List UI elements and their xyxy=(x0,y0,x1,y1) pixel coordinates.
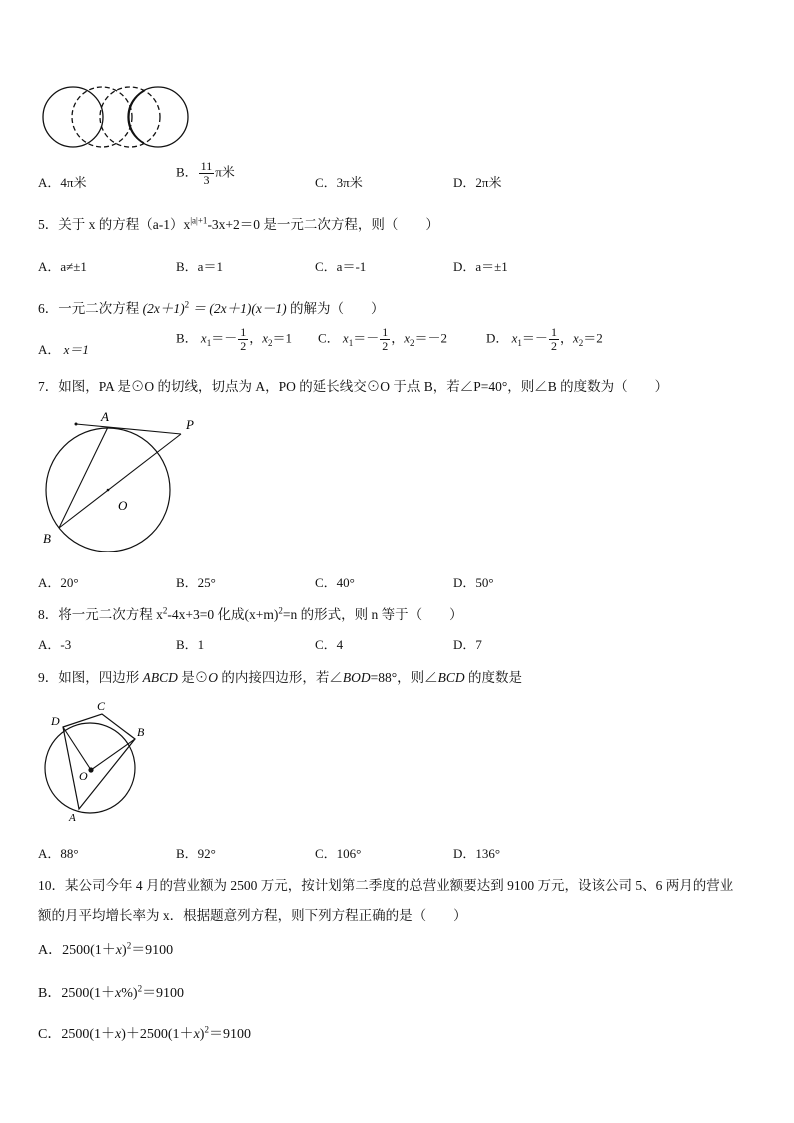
label-p: P xyxy=(186,417,194,432)
expr-pre: 2500(1＋ xyxy=(61,1027,116,1042)
q9-stem-mid1: 是⊙ xyxy=(177,670,209,685)
eq-2: ＝－2 xyxy=(414,330,448,346)
option-letter: D． xyxy=(453,846,476,861)
option-value: a≠±1 xyxy=(60,259,87,274)
var-x1: x xyxy=(200,330,207,346)
option-letter: B． xyxy=(176,164,198,180)
var-x: x xyxy=(115,1027,122,1042)
fraction xyxy=(199,160,215,187)
q6-stem-pre: 6．一元二次方程 xyxy=(38,301,140,316)
q5-option-d[interactable] xyxy=(453,256,508,275)
q8-option-b[interactable] xyxy=(176,634,204,653)
circle-1 xyxy=(43,87,103,147)
q9-angle-bod: BOD xyxy=(342,670,371,685)
q6-stem xyxy=(38,297,384,317)
option-letter: C． xyxy=(318,330,340,346)
expr-end: ＝9100 xyxy=(208,1027,251,1042)
square: 2 xyxy=(204,1024,209,1035)
q8-stem-mid: -4x+3=0 化成(x+m) xyxy=(167,607,279,622)
sub-1: 1 xyxy=(348,338,354,349)
eq-2: ＝2 xyxy=(583,330,603,346)
option-letter: D． xyxy=(453,259,476,274)
eq-2: ＝1 xyxy=(272,330,293,346)
quadrilateral-abcd xyxy=(63,714,135,809)
q10-stem-line-1: 10．某公司今年 4 月的营业额为 2500 万元，按计划第二季度的总营业额要达到 9100 万元，设该公司 5、6 两月的营业 xyxy=(38,878,734,893)
option-letter: B． xyxy=(176,637,198,652)
q9-option-d[interactable] xyxy=(453,843,500,862)
option-value: 92° xyxy=(197,846,216,861)
option-letter: C． xyxy=(315,259,337,274)
endpoint-dot xyxy=(75,423,78,426)
eq-1: ＝－ xyxy=(353,330,380,346)
option-letter: A． xyxy=(38,637,61,652)
option-value: 88° xyxy=(60,846,79,861)
eq-1: ＝－ xyxy=(211,330,238,346)
var-x-2: x xyxy=(193,1027,200,1042)
tangent-line-pa xyxy=(76,424,181,434)
option-letter: A． xyxy=(38,342,61,357)
option-letter: A． xyxy=(38,575,61,590)
option-value: 4 xyxy=(336,637,344,652)
q5-stem xyxy=(38,213,439,233)
q5-option-a[interactable] xyxy=(38,256,87,275)
q6-stem-post: 的解为（ ） xyxy=(289,301,385,316)
q10-option-b[interactable] xyxy=(38,982,184,1002)
q8-stem-post: =n 的形式，则 n 等于（ ） xyxy=(282,607,463,622)
q7-stem: 7．如图，PA 是⊙O 的切线，切点为 A，PO 的延长线交⊙O 于点 B，若∠P=40°，则∠B 的度数为（ ） xyxy=(38,379,669,394)
q8-stem xyxy=(38,603,463,623)
option-letter: C． xyxy=(38,1027,62,1042)
label-d: D xyxy=(51,714,60,728)
separator: ， xyxy=(249,330,263,346)
option-value: 106° xyxy=(336,846,362,861)
option-letter: C． xyxy=(315,846,337,861)
q9-option-b[interactable] xyxy=(176,843,216,862)
chord-ab xyxy=(59,427,108,528)
segment-ob xyxy=(91,739,135,770)
separator: ， xyxy=(559,330,573,346)
option-letter: B． xyxy=(176,575,198,590)
option-letter: C． xyxy=(315,637,337,652)
fraction-denominator: 2 xyxy=(240,339,247,353)
q4-option-a[interactable] xyxy=(38,172,86,191)
option-letter: C． xyxy=(315,575,337,590)
inscribed-quadrilateral-figure xyxy=(42,698,157,824)
q8-square-1: 2 xyxy=(162,605,168,616)
q6-option-d[interactable] xyxy=(486,326,603,353)
q5-stem-post: -3x+2＝0 是一元二次方程，则（ ） xyxy=(207,217,439,232)
label-a: A xyxy=(101,412,109,424)
option-value: 40° xyxy=(336,575,355,590)
expr-post: %) xyxy=(121,986,138,1001)
q5-option-b[interactable] xyxy=(176,256,223,275)
option-value: 50° xyxy=(475,575,494,590)
option-letter: B． xyxy=(176,846,198,861)
circles-figure xyxy=(36,84,194,150)
expr-post: ) xyxy=(199,1027,205,1042)
expr-pre: 2500(1＋ xyxy=(61,986,116,1001)
option-value: 20° xyxy=(60,575,79,590)
separator: ， xyxy=(391,330,405,346)
q9-option-a[interactable] xyxy=(38,843,79,862)
option-value: 4π米 xyxy=(60,175,87,190)
q5-stem-pre: 5．关于 x 的方程（a-1）x xyxy=(38,217,191,232)
secant-pb xyxy=(59,434,181,528)
expr-end: ＝9100 xyxy=(142,986,185,1001)
q9-center-name: O xyxy=(208,670,218,685)
q9-quad-name: ABCD xyxy=(142,670,178,685)
label-a: A xyxy=(69,812,76,824)
q9-stem-pre: 9．如图，四边形 xyxy=(38,670,143,685)
square: 2 xyxy=(126,940,132,951)
q6-option-c[interactable] xyxy=(318,326,447,353)
eq-1: ＝－ xyxy=(521,330,548,346)
sub-1: 1 xyxy=(517,338,522,349)
q6-square: 2 xyxy=(184,299,190,310)
sub-2: 2 xyxy=(268,338,273,349)
option-letter: A． xyxy=(38,259,61,274)
label-o: O xyxy=(118,498,128,513)
var-x2: x xyxy=(572,330,579,346)
q8-option-d[interactable] xyxy=(453,634,482,653)
option-letter: D． xyxy=(453,637,476,652)
option-letter: B． xyxy=(38,986,62,1001)
q9-stem-post: 的度数是 xyxy=(464,670,523,685)
option-letter: D． xyxy=(486,330,509,346)
option-value: 1 xyxy=(197,637,205,652)
option-letter: D． xyxy=(453,575,476,590)
tangent-circle-figure xyxy=(36,412,206,552)
q8-option-c[interactable] xyxy=(315,634,343,653)
option-letter: A． xyxy=(38,846,61,861)
option-letter: A． xyxy=(38,175,61,190)
q5-exponent: |a|+1 xyxy=(190,215,208,226)
q7-option-a[interactable] xyxy=(38,572,79,591)
sub-2: 2 xyxy=(578,338,584,349)
expr-end: ＝9100 xyxy=(131,943,174,958)
var-x1: x xyxy=(342,330,349,346)
option-value: 3π米 xyxy=(336,175,363,190)
q8-square-2: 2 xyxy=(278,605,283,616)
circle-4-left-arc xyxy=(129,91,144,143)
q9-stem-mid2: 的内接四边形，若∠ xyxy=(218,670,343,685)
q5-option-c[interactable] xyxy=(315,256,366,275)
expr-mid: )＋2500(1＋ xyxy=(121,1027,194,1042)
q6-eq-right: ＝ (2x＋1)(x－1) xyxy=(189,301,287,316)
square: 2 xyxy=(137,983,143,994)
q10-stem-line-2: 额的月平均增长率为 x．根据题意列方程，则下列方程正确的是（ ） xyxy=(38,908,467,923)
fraction-numerator: 1 xyxy=(382,325,389,339)
var-x1: x xyxy=(511,330,518,346)
option-letter: A． xyxy=(38,943,63,958)
sub-2: 2 xyxy=(410,338,415,349)
fraction-numerator: 1 xyxy=(240,325,247,339)
option-value: 136° xyxy=(475,846,501,861)
fraction-denominator: 2 xyxy=(550,339,557,353)
var-x2: x xyxy=(262,330,269,346)
q9-stem-mid3: =88°，则∠ xyxy=(370,670,438,685)
q7-option-c[interactable] xyxy=(315,572,355,591)
fraction xyxy=(549,326,559,353)
option-value: 25° xyxy=(197,575,216,590)
option-letter: B． xyxy=(176,259,198,274)
center-dot xyxy=(107,489,110,492)
fraction-numerator: 1 xyxy=(550,325,557,339)
option-letter: B． xyxy=(176,330,198,346)
sub-1: 1 xyxy=(206,338,212,349)
circle-3 xyxy=(100,87,160,147)
option-value: 7 xyxy=(475,637,482,652)
option-suffix: π米 xyxy=(215,164,235,180)
q8-stem-pre: 8．将一元二次方程 x xyxy=(38,607,163,622)
expr-pre: 2500(1＋ xyxy=(62,943,116,958)
option-letter: C． xyxy=(315,175,337,190)
option-value: 2π米 xyxy=(475,175,502,190)
option-value: x＝1 xyxy=(63,342,89,357)
expr-post: ) xyxy=(122,943,127,958)
q6-option-a[interactable] xyxy=(38,339,89,358)
q9-option-c[interactable] xyxy=(315,843,361,862)
fraction-denominator: 2 xyxy=(382,339,389,353)
q9-stem xyxy=(38,666,522,686)
q4-option-d[interactable] xyxy=(453,172,501,191)
fraction-denominator: 3 xyxy=(203,173,210,187)
q8-option-a[interactable] xyxy=(38,634,71,653)
center-dot xyxy=(88,767,93,772)
fraction-numerator: 11 xyxy=(200,159,213,173)
var-x: x xyxy=(115,943,123,958)
label-b: B xyxy=(137,725,145,739)
var-x: x xyxy=(115,986,122,1001)
option-letter: D． xyxy=(453,175,476,190)
q9-angle-bcd: BCD xyxy=(437,670,465,685)
label-o: O xyxy=(79,769,88,783)
option-value: -3 xyxy=(60,637,72,652)
q4-option-c[interactable] xyxy=(315,172,363,191)
q6-option-b[interactable] xyxy=(176,326,292,353)
label-b: B xyxy=(43,531,51,546)
circle-2 xyxy=(72,87,132,147)
q10-option-c[interactable] xyxy=(38,1023,251,1043)
fraction xyxy=(380,326,390,353)
q10-option-a[interactable] xyxy=(38,939,173,959)
q4-option-b[interactable] xyxy=(176,160,235,187)
q7-option-d[interactable] xyxy=(453,572,494,591)
fraction xyxy=(238,326,248,353)
q7-option-b[interactable] xyxy=(176,572,216,591)
option-value: a＝1 xyxy=(197,259,223,274)
var-x2: x xyxy=(404,330,411,346)
option-value: a＝-1 xyxy=(336,259,367,274)
q6-eq-left: (2x＋1) xyxy=(142,301,185,316)
label-c: C xyxy=(97,699,106,713)
option-value: a＝±1 xyxy=(475,259,508,274)
